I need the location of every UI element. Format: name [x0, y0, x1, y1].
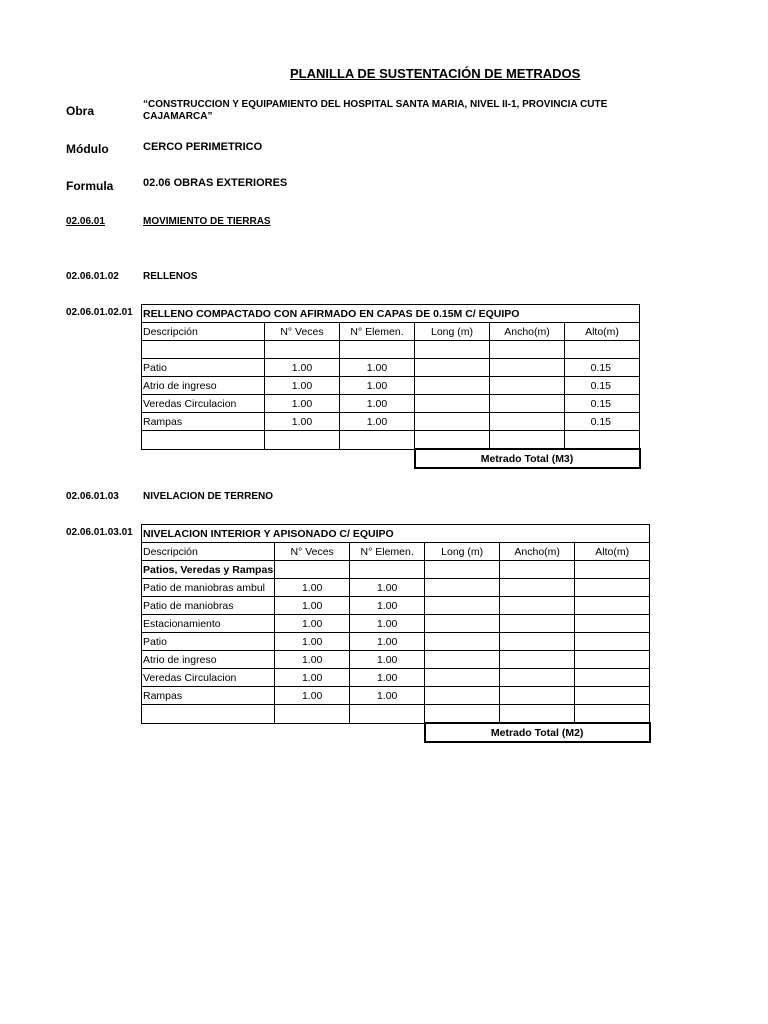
table2-title: NIVELACION INTERIOR Y APISONADO C/ EQUIPO	[142, 525, 650, 543]
table-row	[142, 431, 640, 450]
section-name-rellenos: RELLENOS	[143, 271, 198, 282]
row-elem: 1.00	[340, 359, 415, 377]
row-ancho	[490, 377, 565, 395]
row-desc: Patio de maniobras ambul	[142, 579, 275, 597]
row-veces: 1.00	[275, 615, 350, 633]
group-label: Patios, Veredas y Rampas	[142, 561, 275, 579]
row-veces: 1.00	[275, 651, 350, 669]
col-alto: Alto(m)	[575, 543, 650, 561]
row-veces: 1.00	[265, 413, 340, 431]
col-ancho: Ancho(m)	[490, 323, 565, 341]
row-elem: 1.00	[350, 687, 425, 705]
page-title: PLANILLA DE SUSTENTACIÓN DE METRADOS	[290, 66, 581, 81]
row-veces: 1.00	[265, 359, 340, 377]
col-veces: N° Veces	[275, 543, 350, 561]
row-veces: 1.00	[265, 377, 340, 395]
table-row	[142, 341, 640, 359]
row-elem: 1.00	[350, 597, 425, 615]
row-desc: Estacionamiento	[142, 615, 275, 633]
obra-value-line2: CAJAMARCA”	[143, 111, 213, 122]
row-desc: Rampas	[142, 413, 265, 431]
row-long	[415, 395, 490, 413]
obra-label: Obra	[66, 104, 95, 118]
col-long: Long (m)	[415, 323, 490, 341]
col-veces: N° Veces	[265, 323, 340, 341]
table1-title: RELLENO COMPACTADO CON AFIRMADO EN CAPAS DE 0.15M C/ EQUIPO	[142, 305, 640, 323]
row-veces: 1.00	[275, 669, 350, 687]
row-desc: Rampas	[142, 687, 275, 705]
row-desc: Patio	[142, 633, 275, 651]
row-veces: 1.00	[275, 633, 350, 651]
row-desc: Atrio de ingreso	[142, 651, 275, 669]
table-row	[142, 395, 640, 413]
section-name-nivelacion: NIVELACION DE TERRENO	[143, 491, 274, 502]
table-row	[142, 687, 650, 705]
row-alto: 0.15	[565, 395, 640, 413]
table2-code: 02.06.01.03.01	[66, 527, 133, 538]
obra-value-line1: “CONSTRUCCION Y EQUIPAMIENTO DEL HOSPITAL SANTA MARIA, NIVEL II-1, PROVINCIA CUTE	[143, 99, 608, 110]
row-long	[415, 359, 490, 377]
row-elem: 1.00	[340, 413, 415, 431]
table-row	[142, 651, 650, 669]
row-ancho	[490, 395, 565, 413]
row-ancho	[490, 359, 565, 377]
row-elem: 1.00	[350, 669, 425, 687]
total-label-m3: Metrado Total (M3)	[415, 449, 640, 468]
row-elem: 1.00	[350, 579, 425, 597]
table-row	[142, 359, 640, 377]
row-elem: 1.00	[340, 395, 415, 413]
table-row	[142, 561, 650, 579]
row-veces: 1.00	[265, 395, 340, 413]
col-ancho: Ancho(m)	[500, 543, 575, 561]
col-elemen: N° Elemen.	[350, 543, 425, 561]
row-desc: Veredas Circulacion	[142, 395, 265, 413]
modulo-label: Módulo	[66, 142, 109, 156]
row-desc: Atrio de ingreso	[142, 377, 265, 395]
row-elem: 1.00	[340, 377, 415, 395]
table-header-row	[142, 543, 650, 561]
row-alto: 0.15	[565, 359, 640, 377]
row-alto: 0.15	[565, 377, 640, 395]
row-ancho	[490, 413, 565, 431]
table-row	[142, 579, 650, 597]
col-descripcion: Descripción	[142, 543, 275, 561]
table-row	[142, 615, 650, 633]
table-row	[142, 597, 650, 615]
row-elem: 1.00	[350, 633, 425, 651]
row-long	[415, 377, 490, 395]
table1-code: 02.06.01.02.01	[66, 307, 133, 318]
table-header-row	[142, 323, 640, 341]
table-row	[142, 705, 650, 724]
row-elem: 1.00	[350, 651, 425, 669]
row-veces: 1.00	[275, 687, 350, 705]
total-row	[142, 449, 640, 468]
section-name-movimiento: MOVIMIENTO DE TIERRAS	[143, 216, 271, 227]
total-row	[142, 723, 650, 742]
col-long: Long (m)	[425, 543, 500, 561]
table-row	[142, 669, 650, 687]
row-desc: Patio	[142, 359, 265, 377]
section-code-movimiento: 02.06.01	[66, 216, 105, 227]
row-veces: 1.00	[275, 579, 350, 597]
table-row	[142, 377, 640, 395]
col-alto: Alto(m)	[565, 323, 640, 341]
col-descripcion: Descripción	[142, 323, 265, 341]
row-alto: 0.15	[565, 413, 640, 431]
table-row	[142, 413, 640, 431]
col-elemen: N° Elemen.	[340, 323, 415, 341]
modulo-value: CERCO PERIMETRICO	[143, 141, 263, 153]
formula-label: Formula	[66, 179, 114, 193]
table-relleno-compactado	[141, 304, 641, 469]
table-nivelacion-interior	[141, 524, 651, 743]
formula-value: 02.06 OBRAS EXTERIORES	[143, 177, 288, 189]
row-veces: 1.00	[275, 597, 350, 615]
section-code-rellenos: 02.06.01.02	[66, 271, 119, 282]
table-row	[142, 633, 650, 651]
total-label-m2: Metrado Total (M2)	[425, 723, 650, 742]
row-desc: Patio de maniobras	[142, 597, 275, 615]
row-elem: 1.00	[350, 615, 425, 633]
row-long	[415, 413, 490, 431]
section-code-nivelacion: 02.06.01.03	[66, 491, 119, 502]
row-desc: Veredas Circulacion	[142, 669, 275, 687]
